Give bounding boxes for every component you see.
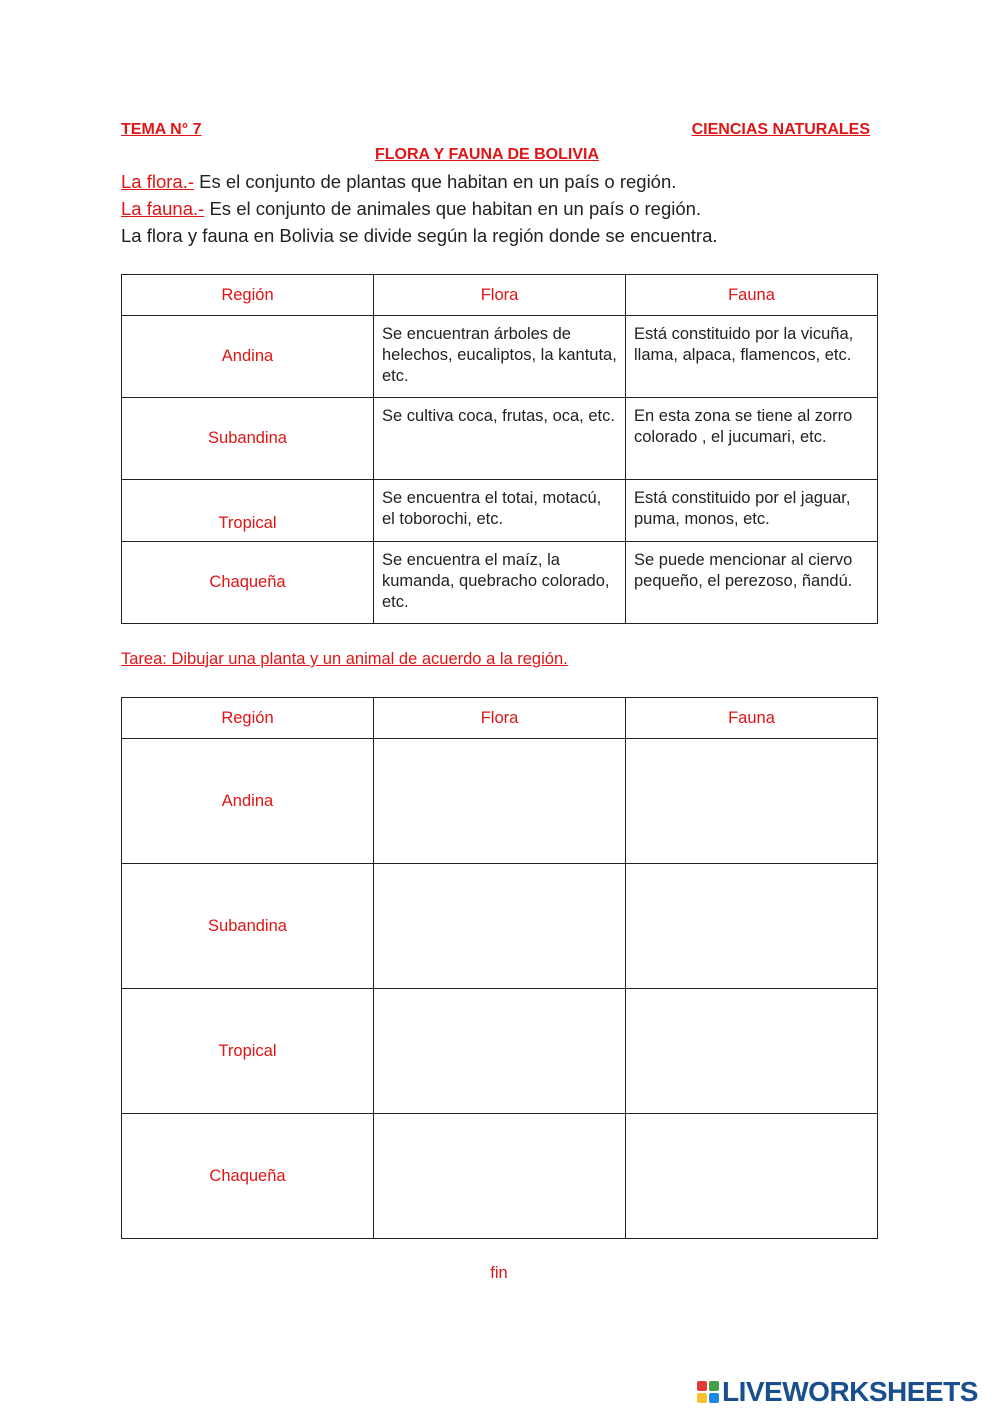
region-cell: Tropical (122, 480, 374, 542)
header-fauna: Fauna (626, 698, 878, 739)
fauna-cell: Se puede mencionar al ciervo pequeño, el perezoso, ñandú. (626, 542, 878, 624)
subject-label: CIENCIAS NATURALES (691, 121, 870, 138)
end-label: fin (490, 1264, 508, 1282)
flora-cell: Se encuentran árboles de helechos, eucaliptos, la kantuta, etc. (374, 316, 626, 398)
fauna-cell: En esta zona se tiene al zorro colorado , el jucumari, etc. (626, 398, 878, 480)
region-cell: Tropical (122, 989, 374, 1114)
region-cell: Subandina (122, 864, 374, 989)
intro-text: La flora y fauna en Bolivia se divide según la región donde se encuentra. (121, 225, 718, 246)
region-cell: Andina (122, 739, 374, 864)
flora-cell: Se cultiva coca, frutas, oca, etc. (374, 398, 626, 480)
liveworksheets-logo-icon (697, 1381, 719, 1403)
flora-drawing-area[interactable] (374, 1114, 626, 1239)
fauna-cell: Está constituido por la vicuña, llama, alpaca, flamencos, etc. (626, 316, 878, 398)
table-row (122, 316, 878, 398)
table-row (122, 480, 878, 542)
flora-cell: Se encuentra el totai, motacú, el toborochi, etc. (374, 480, 626, 542)
table-row (122, 989, 878, 1114)
header-fauna: Fauna (626, 275, 878, 316)
fauna-cell: Está constituido por el jaguar, puma, monos, etc. (626, 480, 878, 542)
header-flora: Flora (374, 698, 626, 739)
task-instruction: Tarea: Dibujar una planta y un animal de acuerdo a la región. (121, 650, 568, 668)
table-row (122, 398, 878, 480)
region-cell: Chaqueña (122, 1114, 374, 1239)
flora-drawing-area[interactable] (374, 864, 626, 989)
fauna-drawing-area[interactable] (626, 989, 878, 1114)
drawing-table (121, 697, 878, 1239)
flora-cell: Se encuentra el maíz, la kumanda, quebracho colorado, etc. (374, 542, 626, 624)
definition-term: La fauna.- (121, 198, 205, 219)
definition-text: Es el conjunto de plantas que habitan en un país o región. (194, 171, 677, 192)
region-cell: Andina (122, 316, 374, 398)
page-title: FLORA Y FAUNA DE BOLIVIA (374, 146, 599, 163)
definition-fauna (121, 198, 701, 220)
fauna-drawing-area[interactable] (626, 1114, 878, 1239)
brand-logo[interactable] (697, 1376, 978, 1408)
header-region: Región (122, 275, 374, 316)
flora-drawing-area[interactable] (374, 989, 626, 1114)
topic-label: TEMA N° 7 (121, 121, 202, 138)
header-flora: Flora (374, 275, 626, 316)
table-row (122, 542, 878, 624)
fauna-drawing-area[interactable] (626, 864, 878, 989)
table-header-row (122, 275, 878, 316)
table-row (122, 864, 878, 989)
brand-name: LIVEWORKSHEETS (722, 1376, 978, 1407)
definition-flora (121, 171, 676, 193)
flora-fauna-table (121, 274, 878, 624)
header-region: Región (122, 698, 374, 739)
region-cell: Chaqueña (122, 542, 374, 624)
table-row (122, 1114, 878, 1239)
definition-text: Es el conjunto de animales que habitan en un país o región. (204, 198, 702, 219)
flora-drawing-area[interactable] (374, 739, 626, 864)
fauna-drawing-area[interactable] (626, 739, 878, 864)
table-row (122, 739, 878, 864)
definition-term: La flora.- (121, 171, 195, 192)
table-header-row (122, 698, 878, 739)
region-cell: Subandina (122, 398, 374, 480)
